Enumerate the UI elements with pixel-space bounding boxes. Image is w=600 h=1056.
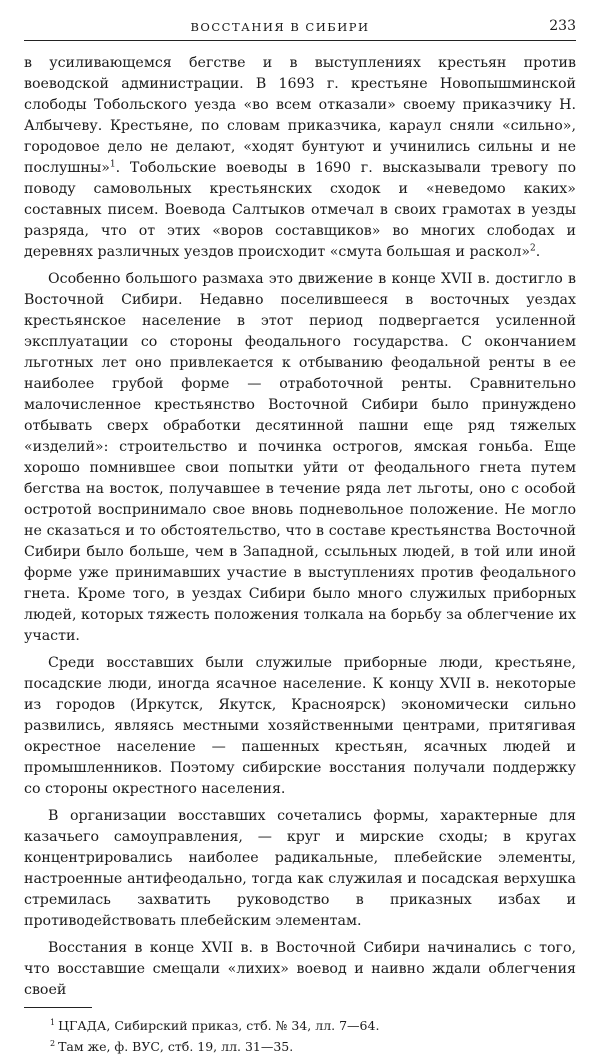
- footnotes: [24, 1014, 576, 1056]
- paragraph-4: В организации восставших сочетались формы, характерные для казачьего самоуправления, — круг и мирские сходы; в кругах концентрировались наиболее радикальные, плебейские элементы, настроенные антифеодально, тогда как служилая и посадская верхушка стремилась захватить руководство в приказных избах и противодействовать плебейским элементам.: [24, 808, 576, 929]
- paragraph-2: Особенно большого размаха это движение в конце XVII в. достигло в Восточной Сибири. Недавно поселившееся в восточных уездах крестьянское население в этот период подвергается усиленной эксплуатации со стороны феодального государства. С окончанием льготных лет оно привлекается к отбыванию феодальной ренты в ее наиболее грубой форме — отработочной ренты. Сравнительно малочисленное крестьянство Восточной Сибири было принуждено отбывать сверх обработки десятинной пашни еще ряд тяжелых «изделий»: строительство и починка острогов, ямская гоньба. Еще хорошо помнившее свои попытки уйти от феодального гнета путем бегства на восток, получавшее в течение ряда лет льготы, оно с особой остротой воспринимало свое вновь подневольное положение. Не могло не сказаться и то обстоятельство, что в составе крестьянства Восточной Сибири было больше, чем в Западной, ссыльных людей, в той или иной форме уже принимавших участие в выступлениях против феодального гнета. Кроме того, в уездах Сибири было много служилых приборных людей, которых тяжесть положения толкала на борьбу за облегчение их участи.: [24, 271, 576, 644]
- footnote-ref-1: 1: [109, 159, 116, 170]
- paragraph-5: Восстания в конце XVII в. в Восточной Сибири начинались с того, что восставшие смещали «лихих» воевод и наивно ждали облегчения своей: [24, 940, 576, 998]
- body-text: [24, 53, 576, 1001]
- footnote-2: [24, 1035, 576, 1056]
- footnote-1: [24, 1014, 576, 1035]
- footnote-ref-2: 2: [530, 243, 536, 254]
- footnote-mark-2: 2: [50, 1039, 56, 1049]
- footnote-text-2: Там же, ф. ВУС, стб. 19, лл. 31—35.: [58, 1039, 294, 1055]
- header-rule: [24, 40, 576, 41]
- paragraph-1-part-c: .: [535, 244, 541, 260]
- footnote-rule: [24, 1007, 92, 1008]
- running-title: ВОССТАНИЯ В СИБИРИ: [190, 20, 370, 34]
- paragraph-3: Среди восставших были служилые приборные люди, крестьяне, посадские люди, иногда ясачное население. К концу XVII в. некоторые из городов (Иркутск, Якутск, Красноярск) экономически сильно развились, являясь местными хозяйственными центрами, притягивая окрестное население — пашенных крестьян, ясачных людей и промышленников. Поэтому сибирские восстания получали поддержку со стороны окрестного населения.: [24, 655, 576, 797]
- paragraph-1-part-b: . Тобольские воеводы в 1690 г. высказывали тревогу по поводу самовольных крестьянских сходок и «неведомо каких» составных писем. Воевода Салтыков отмечал в своих грамотах в уезды разряда, что от этих «воров составщиков» во многих слободах и деревнях различных уездов происходит «смута большая и раскол»: [24, 160, 576, 260]
- page-header: [24, 18, 576, 40]
- paragraph-1-part-a: в усиливающемся бегстве и в выступлениях крестьян против воеводской администрации. В 1693 г. крестьяне Новопышминской слободы Тобольского уезда «во всем отказали» своему приказчику Н. Албычеву. Крестьяне, по словам приказчика, караул сняли «сильно», городовое дело не делают, «ходят бунтуют и учинились сильны и не послушны»: [24, 55, 576, 176]
- footnote-mark-1: 1: [50, 1018, 56, 1027]
- page-number: 233: [549, 18, 576, 34]
- paragraph-1: [24, 53, 576, 263]
- footnote-text-1: ЦГАДА, Сибирский приказ, стб. № 34, лл. 7—64.: [58, 1018, 380, 1034]
